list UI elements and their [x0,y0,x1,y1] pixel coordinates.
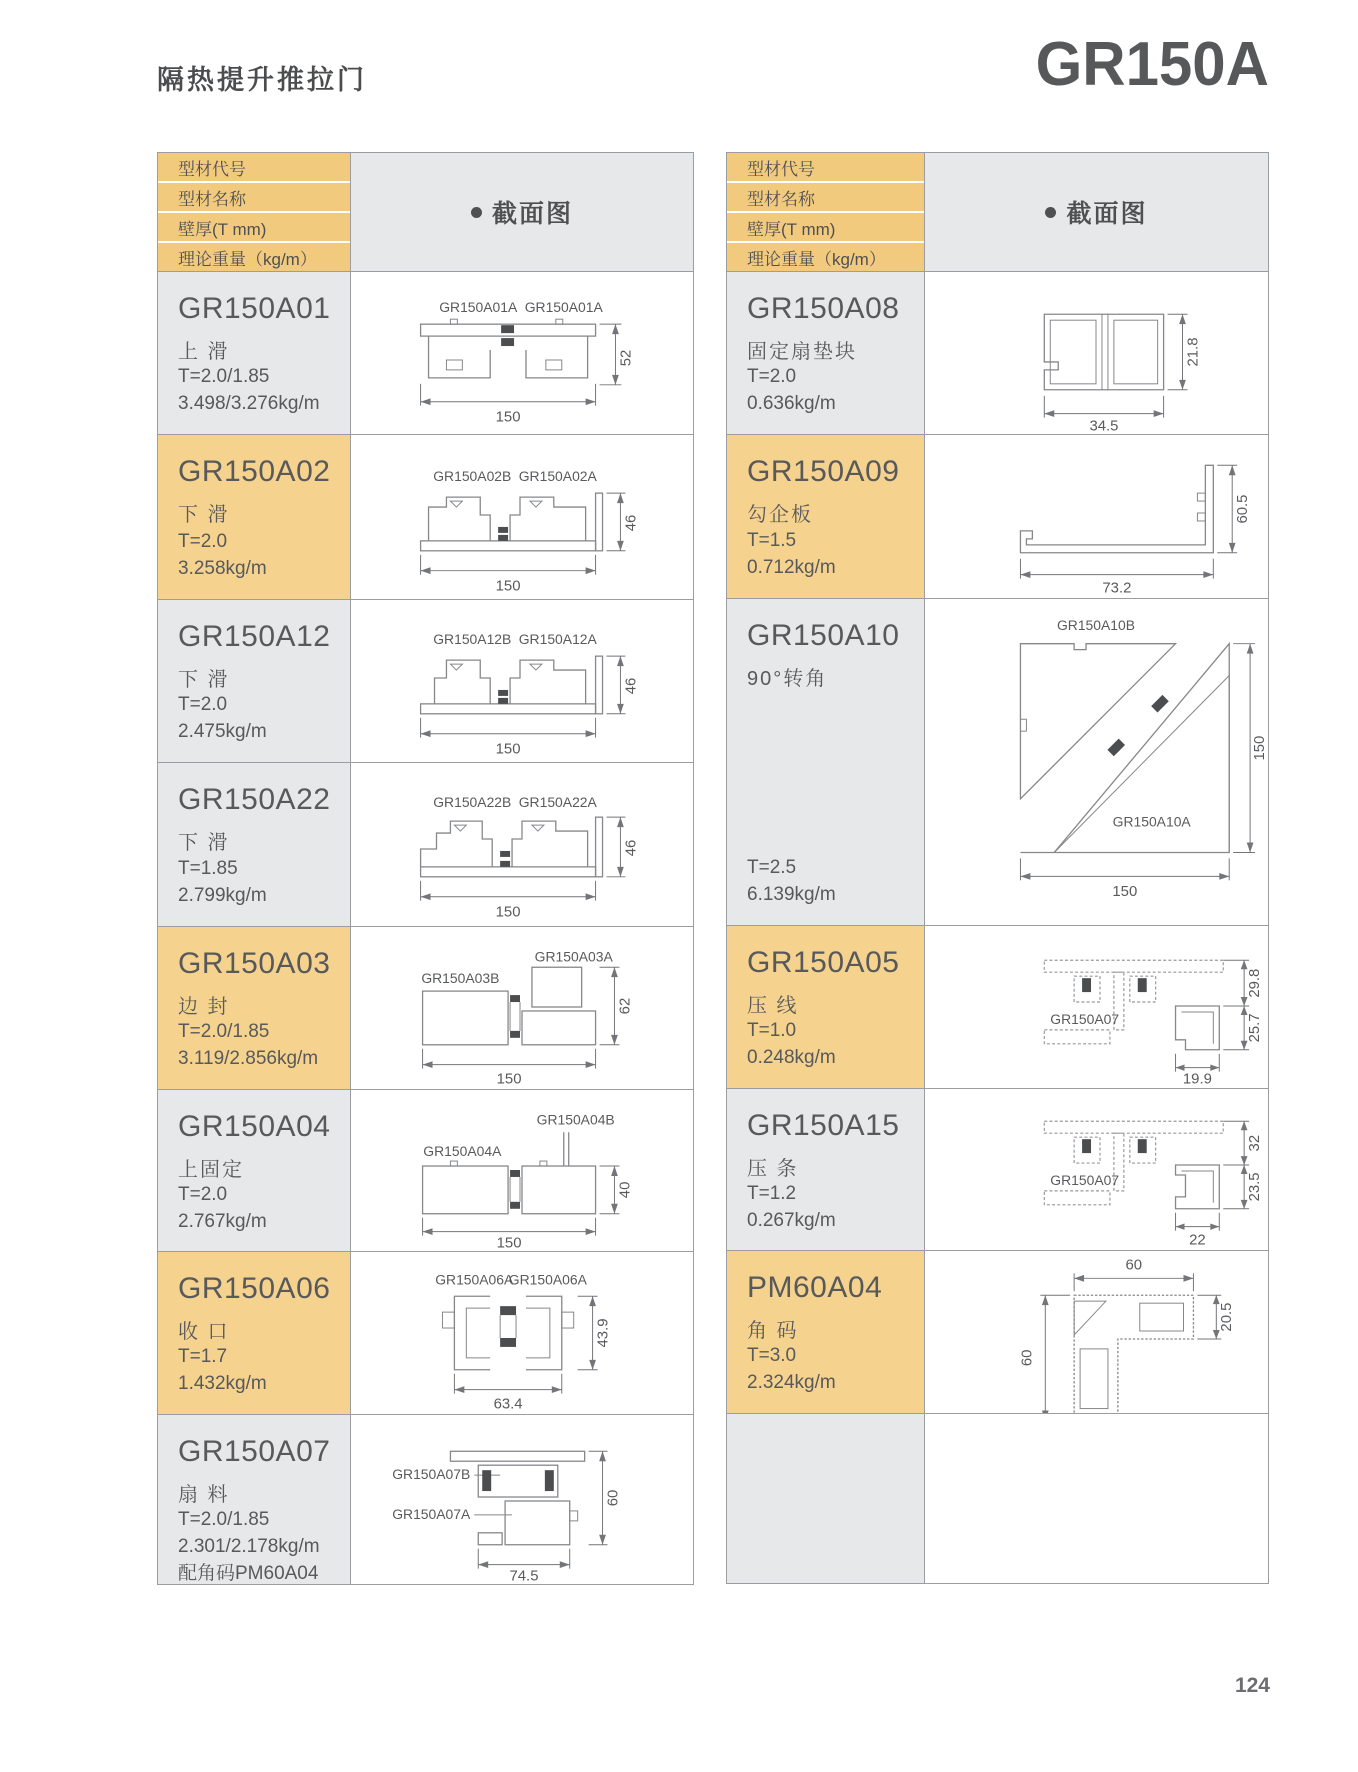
svg-text:GR150A02B: GR150A02B [433,468,512,485]
section-view-header [924,153,1268,271]
profile-spec: T=2.0 2.475kg/m [178,694,267,743]
profile-name: 下 滑 [178,669,230,691]
section-view-label: 截面图 [491,200,573,228]
profile-name: 固定扇垫块 [747,341,857,363]
profile-code: GR150A01 [178,292,331,325]
profile-table-left [157,152,694,1585]
svg-text:GR150A04B: GR150A04B [536,1111,615,1128]
svg-text:150: 150 [1112,884,1138,901]
svg-text:60.5: 60.5 [1235,494,1252,524]
profile-spec: T=2.0/1.85 3.119/2.856kg/m [178,1021,319,1070]
svg-text:25.7: 25.7 [1247,1013,1264,1043]
table-header [158,153,693,271]
profile-table-right [726,152,1269,1584]
svg-text:GR150A12A: GR150A12A [518,631,597,648]
row-label-cell [158,927,350,1089]
svg-text:GR150A22A: GR150A22A [518,794,597,811]
svg-text:GR150A01A: GR150A01A [524,299,603,316]
svg-text:20.5: 20.5 [1219,1302,1236,1332]
row-label-cell [158,1090,350,1251]
row-label-cell [727,1251,924,1413]
table-row [727,271,1268,434]
svg-text:150: 150 [1252,735,1268,761]
header-row-name: 型材名称 [727,183,924,211]
row-label-cell-empty [727,1414,924,1583]
profile-name: 下 滑 [178,832,230,854]
profile-spec: T=1.85 2.799kg/m [178,858,267,907]
svg-text:46: 46 [623,839,640,857]
svg-text:GR150A02A: GR150A02A [518,468,597,485]
bullet-icon [1045,207,1056,218]
header-label-column [727,153,924,271]
section-view-header [350,153,693,271]
profile-spec: T=1.7 1.432kg/m [178,1346,267,1395]
profile-spec: T=2.0/1.85 3.498/3.276kg/m [178,366,320,415]
header-row-thickness: 壁厚(T mm) [158,213,350,241]
svg-text:60: 60 [1019,1349,1036,1367]
svg-text:150: 150 [496,1235,522,1251]
section-diagram [350,272,693,434]
row-label-cell [158,1415,350,1584]
svg-text:23.5: 23.5 [1247,1172,1264,1202]
table-row [158,762,693,926]
svg-text:150: 150 [495,904,521,921]
profile-name: 90°转角 [747,668,828,690]
svg-text:GR150A03B: GR150A03B [421,970,500,987]
profile-name: 下 滑 [178,504,230,526]
row-label-cell [727,599,924,925]
section-diagram [924,272,1268,434]
header-row-code: 型材代号 [727,153,924,181]
profile-spec: T=2.0 3.258kg/m [178,531,267,580]
profile-name: 角 码 [747,1320,799,1342]
profile-name: 上 滑 [178,341,230,363]
svg-text:GR150A12B: GR150A12B [433,631,512,648]
svg-text:46: 46 [623,677,640,695]
profile-code: PM60A04 [747,1271,883,1304]
row-label-cell [158,272,350,434]
profile-name: 收 口 [178,1321,230,1343]
svg-text:22: 22 [1189,1232,1206,1249]
section-diagram [924,1089,1268,1250]
section-diagram [350,435,693,599]
row-label-cell [158,763,350,926]
profile-code: GR150A04 [178,1110,331,1143]
svg-text:150: 150 [495,578,521,595]
profile-name: 勾企板 [747,504,813,526]
row-label-cell [158,1252,350,1414]
profile-name: 扇 料 [178,1484,230,1506]
profile-spec: T=1.0 0.248kg/m [747,1020,836,1069]
table-row-empty [727,1413,1268,1583]
section-diagram [350,1252,693,1414]
svg-text:GR150A06A: GR150A06A [435,1271,514,1288]
profile-code: GR150A07 [178,1435,331,1468]
header-row-thickness: 壁厚(T mm) [727,213,924,241]
section-diagram [350,1090,693,1251]
section-diagram [350,763,693,926]
profile-code: GR150A02 [178,455,331,488]
profile-code: GR150A03 [178,947,331,980]
svg-text:GR150A07B: GR150A07B [392,1466,471,1483]
profile-spec: T=2.5 6.139kg/m [747,857,836,906]
profile-code: GR150A15 [747,1109,900,1142]
bullet-icon [471,207,482,218]
section-diagram [924,926,1268,1088]
row-label-cell [158,435,350,599]
profile-name: 压 线 [747,995,799,1017]
profile-spec: T=3.0 2.324kg/m [747,1345,836,1394]
svg-text:GR150A07: GR150A07 [1050,1171,1120,1188]
svg-text:GR150A10B: GR150A10B [1056,616,1136,633]
svg-text:29.8: 29.8 [1247,968,1264,998]
profile-spec: T=1.2 0.267kg/m [747,1183,836,1231]
profile-code: GR150A06 [178,1272,331,1305]
section-diagram [350,1415,693,1584]
header-row-weight: 理论重量（kg/m） [727,243,924,271]
svg-text:32: 32 [1247,1134,1264,1152]
table-row [727,925,1268,1088]
page-number: 124 [1234,1674,1270,1697]
svg-text:150: 150 [495,741,521,758]
svg-text:62: 62 [617,997,634,1015]
profile-code: GR150A05 [747,946,900,979]
table-row [727,1250,1268,1413]
profile-name: 边 封 [178,996,230,1018]
header-row-weight: 理论重量（kg/m） [158,243,350,271]
profile-spec: T=2.0/1.85 2.301/2.178kg/m 配角码PM60A04 [178,1507,342,1588]
svg-text:52: 52 [618,349,635,367]
svg-text:19.9: 19.9 [1182,1071,1212,1088]
svg-text:74.5: 74.5 [509,1568,539,1584]
profile-spec: T=1.5 0.712kg/m [747,530,836,579]
section-diagram [350,927,693,1089]
section-diagram [350,600,693,762]
svg-text:46: 46 [623,514,640,532]
section-diagram [924,599,1268,925]
svg-text:GR150A07: GR150A07 [1050,1010,1120,1027]
row-label-cell [727,435,924,598]
profile-spec: T=2.0 2.767kg/m [178,1184,267,1232]
table-header [727,153,1268,271]
row-label-cell [727,1089,924,1250]
profile-note: 配角码PM60A04 [178,1562,319,1584]
svg-text:34.5: 34.5 [1089,418,1119,434]
svg-text:GR150A06A: GR150A06A [508,1271,587,1288]
svg-text:60: 60 [605,1489,622,1507]
svg-text:GR150A07A: GR150A07A [392,1505,471,1522]
table-row [158,434,693,599]
svg-text:40: 40 [617,1181,634,1199]
row-label-cell [158,600,350,762]
svg-text:73.2: 73.2 [1102,580,1132,597]
profile-code: GR150A22 [178,783,331,816]
svg-text:GR150A10A: GR150A10A [1112,813,1191,830]
table-row [158,1251,693,1414]
svg-text:GR150A03A: GR150A03A [534,948,613,965]
profile-code: GR150A09 [747,455,900,488]
profile-code: GR150A12 [178,620,331,653]
page-title: 隔热提升推拉门 [157,65,367,95]
table-row [158,1089,693,1251]
svg-text:60: 60 [1125,1257,1143,1274]
svg-text:150: 150 [495,409,521,426]
table-row [158,926,693,1089]
header-row-code: 型材代号 [158,153,350,181]
section-view-label: 截面图 [1066,200,1148,228]
profile-code: GR150A10 [747,619,900,652]
table-row [727,1088,1268,1250]
section-diagram [924,435,1268,598]
row-label-cell [727,272,924,434]
profile-spec: T=2.0 0.636kg/m [747,366,836,415]
header-label-column [158,153,350,271]
table-row [158,1414,693,1584]
svg-text:GR150A04A: GR150A04A [423,1143,502,1160]
svg-text:150: 150 [496,1071,522,1088]
table-row [727,598,1268,925]
section-diagram [924,1251,1268,1413]
svg-text:63.4: 63.4 [493,1396,523,1413]
profile-name: 上固定 [178,1159,244,1181]
table-row [158,599,693,762]
profile-code: GR150A08 [747,292,900,325]
svg-text:43.9: 43.9 [595,1318,612,1348]
section-diagram-empty [924,1414,1268,1583]
row-label-cell [727,926,924,1088]
series-code: GR150A [1035,29,1269,99]
header-row-name: 型材名称 [158,183,350,211]
table-row [158,271,693,434]
profile-name: 压 条 [747,1158,799,1180]
svg-text:21.8: 21.8 [1185,337,1202,367]
svg-text:GR150A01A: GR150A01A [439,299,518,316]
table-row [727,434,1268,598]
svg-text:GR150A22B: GR150A22B [433,794,512,811]
